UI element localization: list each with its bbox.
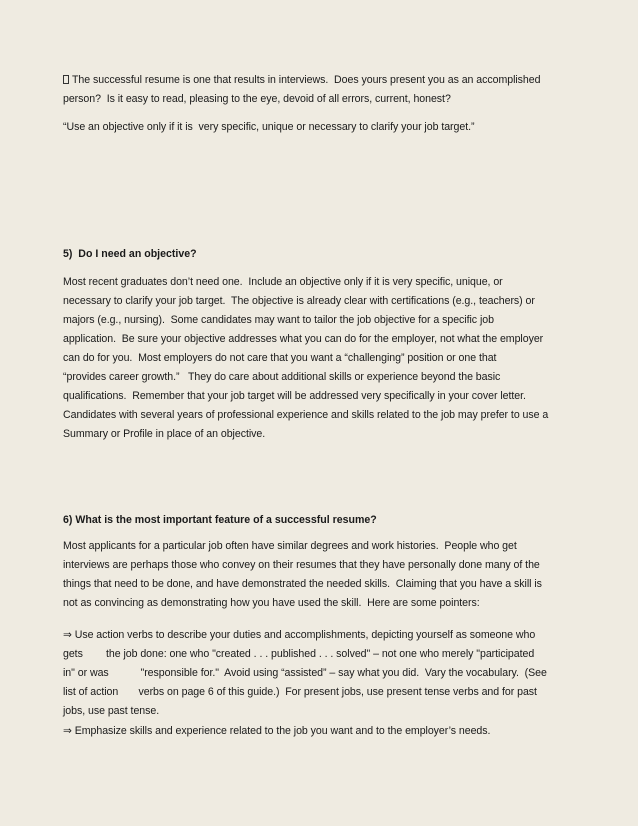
intro-paragraph [63,71,575,109]
section-6-intro-paragraph: Most applicants for a particular job often have similar degrees and work histories. People who get interviews are perhaps those who convey on their resumes that they have personally done many of the things that need to be done, and have demonstrated the needed skills. Claiming that you have a skill is not as convincing as demonstrating how you have used the skill. Here are some pointers: [63,540,542,609]
missing-glyph-icon [63,75,69,84]
pointer-action-verbs: ⇒ Use action verbs to describe your duties and accomplishments, depicting yourself as someone who gets the job done: one who "created . . . published . . . solved" – not one who merely "participated in" or was "responsible for." Avoid using “assisted” – say what you did. Vary the vocabulary. (See list of action verbs on page 6 of this guide.) For present jobs, use present tense verbs and for past jobs, use past tense. [63,629,547,717]
section-6-heading: 6) What is the most important feature of a successful resume? [63,514,377,526]
section-5-paragraph: Most recent graduates don’t need one. Include an objective only if it is very specific, unique, or necessary to clarify your job target. The objective is already clear with certifications (e.g., teachers) or majors (e.g., nursing). Some candidates may want to tailor the job objective for a specific job application. Be sure your objective addresses what you can do for the employer, not what the employer can do for you. Most employers do not care that you want a “challenging” position or one that “provides career growth.” They do care about additional skills or experience beyond the basic qualifications. Remember that your job target will be addressed very specifically in your cover letter. Candidates with several years of professional experience and skills related to the job may prefer to use a Summary or Profile in place of an objective. [63,276,549,440]
pointer-emphasize-skills: ⇒ Emphasize skills and experience related to the job you want and to the employer’s needs. [63,725,491,737]
objective-quote: “Use an objective only if it is very specific, unique or necessary to clarify your job target.” [63,121,475,133]
intro-line-1: The successful resume is one that results in interviews. Does yours present you as an accomplished [63,71,575,90]
intro-line-2: person? Is it easy to read, pleasing to the eye, devoid of all errors, current, honest? [63,93,451,105]
section-5-heading: 5) Do I need an objective? [63,248,197,260]
